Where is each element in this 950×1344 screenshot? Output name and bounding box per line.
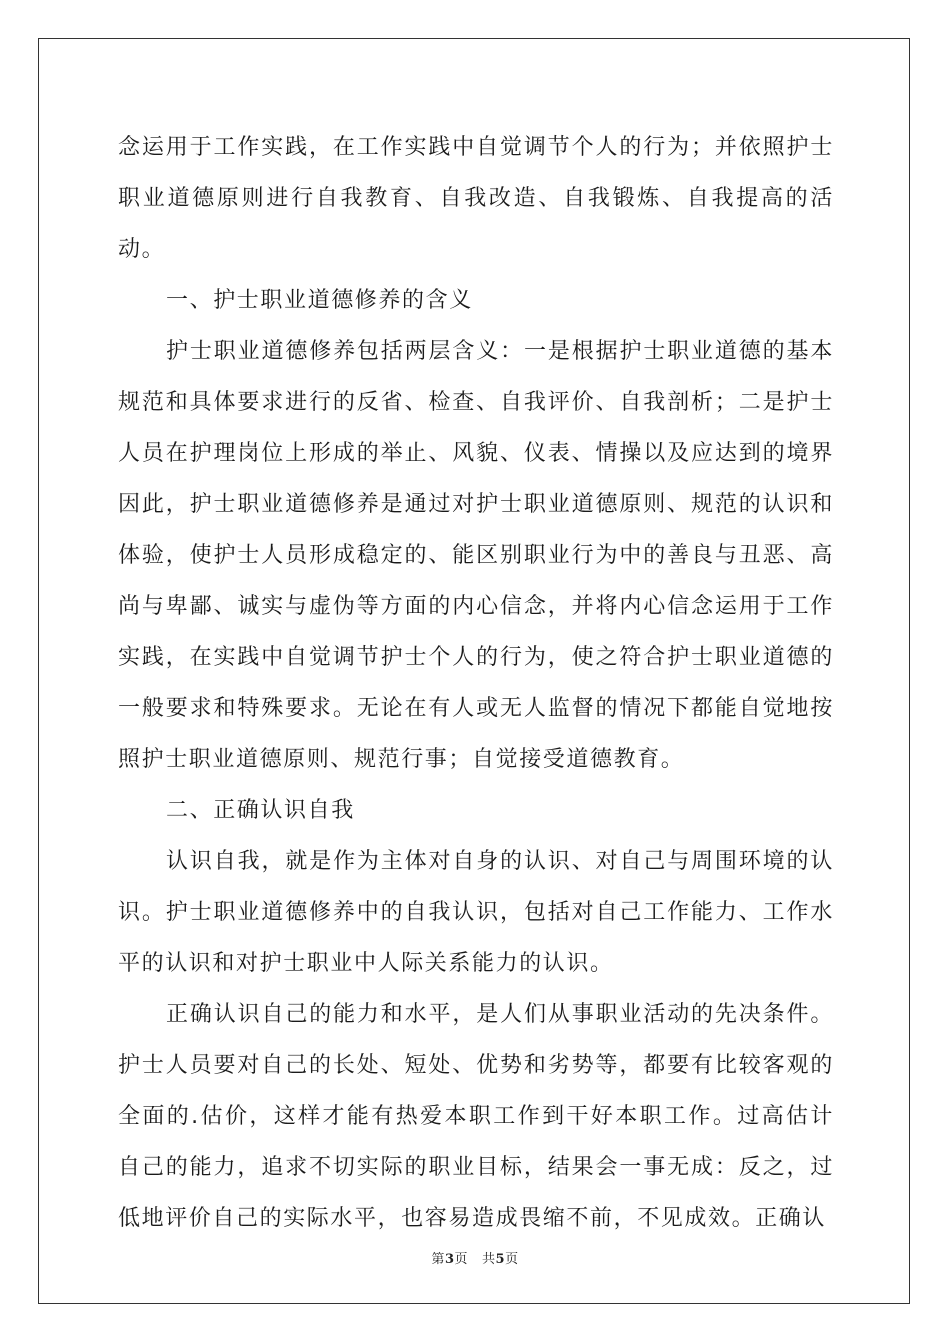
page-footer	[0, 1248, 950, 1267]
document-body	[118, 122, 834, 1244]
page-prefix: 第	[431, 1252, 445, 1267]
paragraph-3: 认识自我，就是作为主体对自身的认识、对自己与周围环境的认识。护士职业道德修养中的自我认识，包括对自己工作能力、工作水平的认识和对护士职业中人际关系能力的认识。	[118, 849, 834, 976]
paragraph-1: 念运用于工作实践，在工作实践中自觉调节个人的行为；并依照护士职业道德原则进行自我教育、自我改造、自我锻炼、自我提高的活动。	[118, 135, 834, 262]
total-prefix: 共	[482, 1252, 496, 1267]
paragraph-4: 正确认识自己的能力和水平，是人们从事职业活动的先决条件。护士人员要对自己的长处、短处、优势和劣势等，都要有比较客观的全面的.估价，这样才能有热爱本职工作到干好本职工作。过高估计自己的能力，追求不切实际的职业目标，结果会一事无成：反之，过低地评价自己的实际水平，也容易造成畏缩不前，不见成效。正确认	[118, 1002, 834, 1231]
section-heading-1: 一、护士职业道德修养的含义	[166, 288, 473, 313]
section-heading-2: 二、正确认识自我	[166, 798, 355, 823]
paragraph-2: 护士职业道德修养包括两层含义：一是根据护士职业道德的基本规范和具体要求进行的反省、检查、自我评价、自我剖析；二是护士人员在护理岗位上形成的举止、风貌、仪表、情操以及应达到的境界因此，护士职业道德修养是通过对护士职业道德原则、规范的认识和体验，使护士人员形成稳定的、能区别职业行为中的善良与丑恶、高尚与卑鄙、诚实与虚伪等方面的内心信念，并将内心信念运用于工作实践，在实践中自觉调节护士个人的行为，使之符合护士职业道德的一般要求和特殊要求。无论在有人或无人监督的情况下都能自觉地按照护士职业道德原则、规范行事；自觉接受道德教育。	[118, 339, 834, 772]
page-current: 3	[444, 1252, 455, 1267]
total-suffix: 页	[505, 1252, 519, 1267]
page-suffix: 页	[454, 1252, 468, 1267]
page-total: 5	[495, 1252, 506, 1267]
